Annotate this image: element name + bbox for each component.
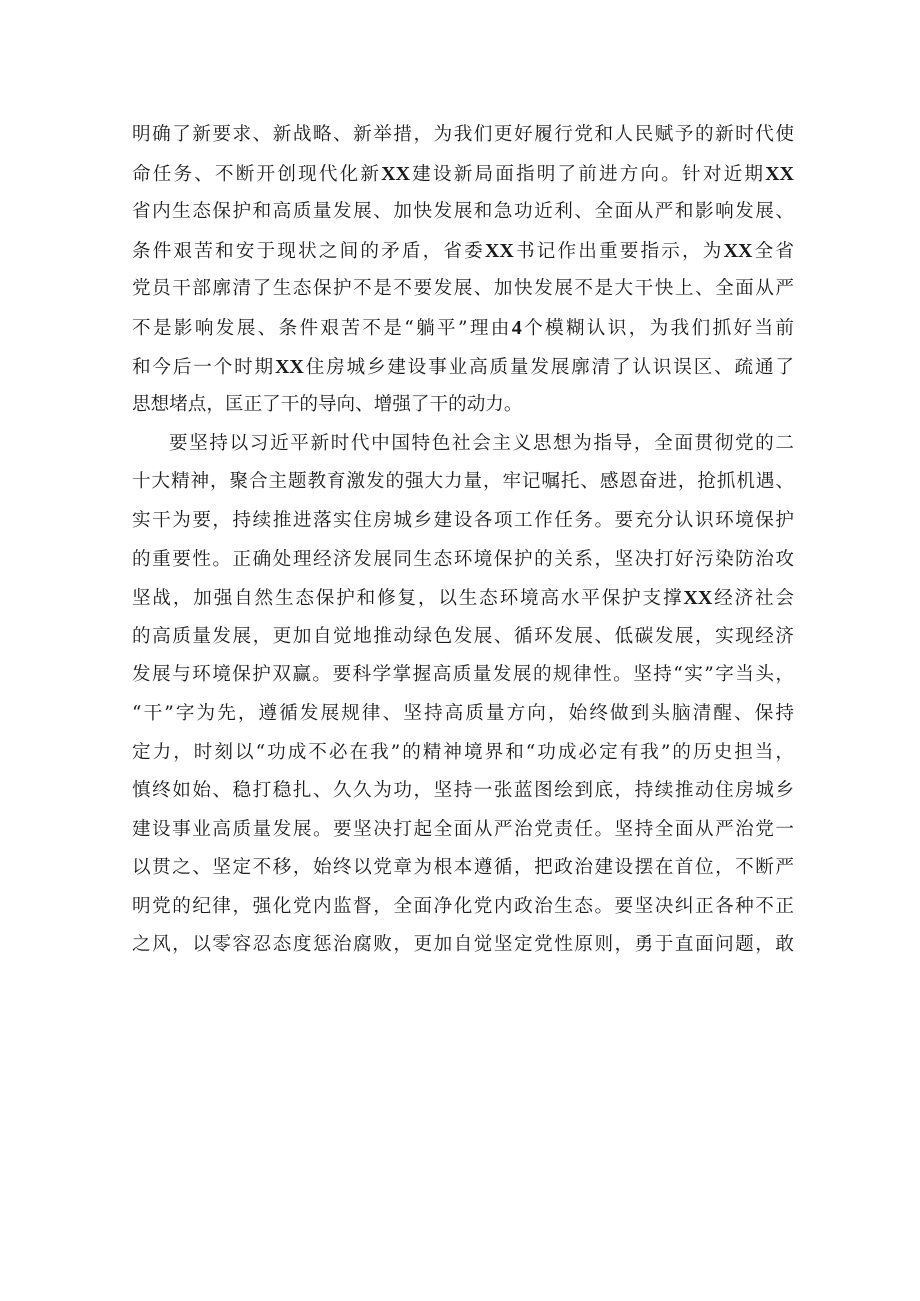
bold-token: 4 <box>511 316 522 339</box>
text-line: 思想堵点，匡正了干的导向、增强了干的动力。 <box>132 394 523 416</box>
text-line: 省内生态保护和高质量发展、加快发展和急功近利、全面从严和影响发展、 <box>132 201 794 223</box>
text-line: 慎终如始、稳打稳扎、久久为功，坚持一张蓝图绘到底，持续推动住房城乡 <box>132 780 794 802</box>
bold-token: XX <box>381 162 411 185</box>
text-line: 明确了新要求、新战略、新举措，为我们更好履行党和人民赋予的新时代使 <box>132 124 794 145</box>
text-line: 命任务、不断开创现代化新XX建设新局面指明了前进方向。针对近期XX <box>132 162 794 185</box>
text-line: 和今后一个时期XX住房城乡建设事业高质量发展廓清了认识误区、疏通了 <box>132 355 794 378</box>
paragraph-1 <box>132 116 794 425</box>
text-line: 以贯之、坚定不移，始终以党章为根本遵循，把政治建设摆在首位，不断严 <box>132 857 794 879</box>
text-line: 党员干部廓清了生态保护不是不要发展、加快发展不是大干快上、全面从严 <box>132 278 794 300</box>
text-line: 不是影响发展、条件艰苦不是“躺平”理由4个模糊认识，为我们抓好当前 <box>132 316 794 339</box>
text-line: “干”字为先，遵循发展规律、坚持高质量方向，始终做到头脑清醒、保持 <box>132 702 794 724</box>
text-line: 实干为要，持续推进落实住房城乡建设各项工作任务。要充分认识环境保护 <box>132 509 794 531</box>
paragraph-2 <box>132 425 794 965</box>
text-line: 的重要性。正确处理经济发展同生态环境保护的关系，坚决打好污染防治攻 <box>132 548 794 570</box>
text-line: 定力，时刻以“功成不必在我”的精神境界和“功成必定有我”的历史担当， <box>132 741 794 763</box>
text-line: 要坚持以习近平新时代中国特色社会主义思想为指导，全面贯彻党的二 <box>169 432 794 454</box>
text-line: 十大精神，聚合主题教育激发的强大力量，牢记嘱托、感恩奋进，抢抓机遇、 <box>132 471 794 493</box>
text-line: 坚战，加强自然生态保护和修复，以生态环境高水平保护支撑XX经济社会 <box>132 587 794 610</box>
bold-token: XX <box>683 587 713 610</box>
text-line: 之风，以零容忍态度惩治腐败，更加自觉坚定党性原则，勇于直面问题，敢 <box>132 934 794 956</box>
text-line: 条件艰苦和安于现状之间的矛盾，省委XX书记作出重要指示，为XX全省 <box>132 239 794 262</box>
document-page <box>132 116 794 965</box>
bold-token: XX <box>484 239 514 262</box>
bold-token: XX <box>723 239 753 262</box>
bold-token: XX <box>765 162 794 185</box>
text-line: 发展与环境保护双赢。要科学掌握高质量发展的规律性。坚持“实”字当头， <box>132 664 794 686</box>
text-line: 明党的纪律，强化党内监督，全面净化党内政治生态。要坚决纠正各种不正 <box>132 895 794 917</box>
bold-token: XX <box>274 355 304 378</box>
text-line: 建设事业高质量发展。要坚决打起全面从严治党责任。坚持全面从严治党一 <box>132 818 794 840</box>
text-line: 的高质量发展，更加自觉地推动绿色发展、循环发展、低碳发展，实现经济 <box>132 625 794 647</box>
